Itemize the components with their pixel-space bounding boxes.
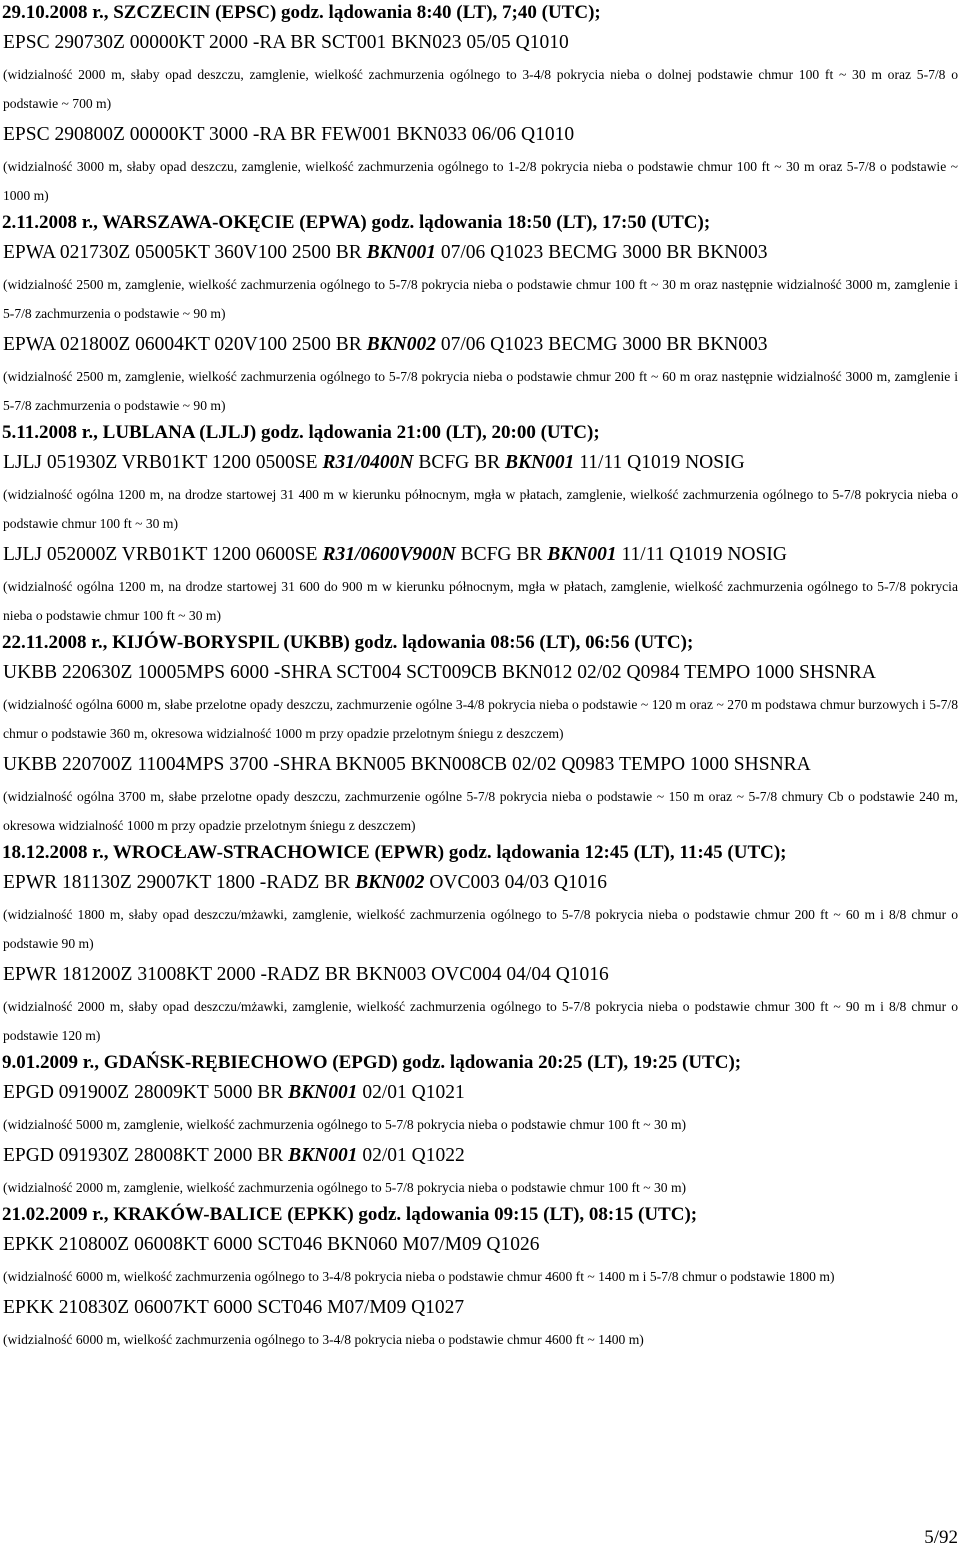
metar-text: OVC003 04/03 Q1016 (424, 872, 607, 893)
metar-text: 02/01 Q1021 (357, 1082, 465, 1103)
metar-text: EPKK 210830Z 06007KT 6000 SCT046 M07/M09 Q1027 (3, 1297, 465, 1318)
metar-description: (widzialność 3000 m, słaby opad deszczu, zamglenie, wielkość zachmurzenia ogólnego to 1-2/8 pokrycia nieba o podstawie chmur 100 ft ~ 30 m oraz 5-7/8 o podstawie ~ 1000 m) (3, 159, 958, 203)
metar-text: EPSC 290800Z 00000KT 3000 -RA BR FEW001 BKN033 06/06 Q1010 (3, 124, 575, 145)
metar-text: EPWR 181130Z 29007KT 1800 -RADZ BR (3, 872, 356, 893)
metar-description: (widzialność 1800 m, słaby opad deszczu/mżawki, zamglenie, wielkość zachmurzenia ogólnego to 5-7/8 pokrycia nieba o podstawie chmur 200 ft ~ 60 m i 8/8 chmur o podstawie 90 m) (3, 907, 958, 951)
metar-text: 11/11 Q1019 NOSIG (574, 452, 745, 473)
metar-highlight: BKN001 (288, 1082, 358, 1103)
metar-report (0, 1291, 960, 1325)
metar-text: LJLJ 051930Z VRB01KT 1200 0500SE (3, 452, 323, 473)
metar-report (0, 446, 960, 480)
metar-highlight: BKN001 (288, 1145, 358, 1166)
metar-text: BCFG BR (455, 544, 548, 565)
metar-description: (widzialność 2000 m, słaby opad deszczu, zamglenie, wielkość zachmurzenia ogólnego to 3-4/8 pokrycia nieba o dolnej podstawie chmur 100 ft ~ 30 m oraz 5-7/8 o podstawie ~ 700 m) (3, 67, 958, 111)
section-heading: 21.02.2009 r., KRAKÓW-BALICE (EPKK) godz. lądowania 09:15 (LT), 08:15 (UTC); (2, 1204, 698, 1225)
metar-description: (widzialność 2500 m, zamglenie, wielkość zachmurzenia ogólnego to 5-7/8 pokrycia nieba o podstawie chmur 100 ft ~ 30 m oraz następnie widzialność 3000 m, zamglenie i 5-7/8 zachmurzenia o podstawie ~ 90 m) (3, 277, 958, 321)
metar-text: BCFG BR (413, 452, 506, 473)
metar-text: EPKK 210800Z 06008KT 6000 SCT046 BKN060 M07/M09 Q1026 (3, 1234, 540, 1255)
metar-text: 07/06 Q1023 BECMG 3000 BR BKN003 (436, 334, 768, 355)
landing-section (0, 0, 960, 210)
metar-highlight: BKN001 (547, 544, 617, 565)
landing-section (0, 630, 960, 840)
metar-text: 02/01 Q1022 (357, 1145, 465, 1166)
section-heading: 29.10.2008 r., SZCZECIN (EPSC) godz. lądowania 8:40 (LT), 7;40 (UTC); (2, 2, 601, 23)
metar-report (0, 26, 960, 60)
metar-text: LJLJ 052000Z VRB01KT 1200 0600SE (3, 544, 323, 565)
metar-text: EPWA 021800Z 06004KT 020V100 2500 BR (3, 334, 367, 355)
landing-section (0, 420, 960, 630)
metar-report (0, 866, 960, 900)
metar-description: (widzialność ogólna 6000 m, słabe przelotne opady deszczu, zachmurzenie ogólne 3-4/8 pokrycia nieba o podstawie ~ 120 m oraz ~ 270 m podstawa chmur burzowych i 5-7/8 chmur o podstawie 360 m, okresowa widzialność 1000 m przy opadzie przelotnym śniegu z deszczem) (3, 697, 958, 741)
metar-report (0, 118, 960, 152)
metar-highlight: BKN002 (366, 334, 437, 355)
metar-text: 11/11 Q1019 NOSIG (616, 544, 787, 565)
metar-text: EPWR 181200Z 31008KT 2000 -RADZ BR BKN003 OVC004 04/04 Q1016 (3, 964, 609, 985)
metar-report (0, 538, 960, 572)
metar-text: EPWA 021730Z 05005KT 360V100 2500 BR (3, 242, 367, 263)
metar-description: (widzialność 6000 m, wielkość zachmurzenia ogólnego to 3-4/8 pokrycia nieba o podstawie chmur 4600 ft ~ 1400 m i 5-7/8 chmur o podstawie 1800 m) (3, 1269, 835, 1284)
metar-highlight: BKN001 (366, 242, 437, 263)
metar-report (0, 748, 960, 782)
metar-highlight: R31/0600V900N (322, 544, 456, 565)
landing-section (0, 1050, 960, 1202)
metar-text: 07/06 Q1023 BECMG 3000 BR BKN003 (436, 242, 768, 263)
metar-report (0, 1228, 960, 1262)
metar-description: (widzialność ogólna 1200 m, na drodze startowej 31 600 do 900 m w kierunku północnym, mgła w płatach, zamglenie, wielkość zachmurzenia ogólnego to 5-7/8 pokrycia nieba o podstawie chmur 100 ft ~ 30 m) (3, 579, 958, 623)
metar-text: EPGD 091900Z 28009KT 5000 BR (3, 1082, 289, 1103)
section-heading: 18.12.2008 r., WROCŁAW-STRACHOWICE (EPWR) godz. lądowania 12:45 (LT), 11:45 (UTC); (2, 842, 787, 863)
metar-text: EPSC 290730Z 00000KT 2000 -RA BR SCT001 BKN023 05/05 Q1010 (3, 32, 569, 53)
metar-description: (widzialność 2500 m, zamglenie, wielkość zachmurzenia ogólnego to 5-7/8 pokrycia nieba o podstawie chmur 200 ft ~ 60 m oraz następnie widzialność 3000 m, zamglenie i 5-7/8 zachmurzenia o podstawie ~ 90 m) (3, 369, 958, 413)
metar-text: EPGD 091930Z 28008KT 2000 BR (3, 1145, 289, 1166)
metar-report (0, 958, 960, 992)
landing-section (0, 840, 960, 1050)
metar-description: (widzialność ogólna 1200 m, na drodze startowej 31 400 m w kierunku północnym, mgła w płatach, zamglenie, wielkość zachmurzenia ogólnego to 5-7/8 pokrycia nieba o podstawie chmur 100 ft ~ 30 m) (3, 487, 958, 531)
section-heading: 2.11.2008 r., WARSZAWA-OKĘCIE (EPWA) godz. lądowania 18:50 (LT), 17:50 (UTC); (2, 212, 711, 233)
page-number: 5/92 (924, 1527, 958, 1548)
metar-text: UKBB 220630Z 10005MPS 6000 -SHRA SCT004 SCT009CB BKN012 02/02 Q0984 TEMPO 1000 SHSNRA (3, 662, 876, 683)
metar-report (0, 328, 960, 362)
metar-description: (widzialność 6000 m, wielkość zachmurzenia ogólnego to 3-4/8 pokrycia nieba o podstawie chmur 4600 ft ~ 1400 m) (3, 1332, 644, 1347)
metar-text: UKBB 220700Z 11004MPS 3700 -SHRA BKN005 BKN008CB 02/02 Q0983 TEMPO 1000 SHSNRA (3, 754, 811, 775)
metar-description: (widzialność 2000 m, zamglenie, wielkość zachmurzenia ogólnego to 5-7/8 pokrycia nieba o podstawie chmur 100 ft ~ 30 m) (3, 1180, 687, 1195)
section-heading: 9.01.2009 r., GDAŃSK-RĘBIECHOWO (EPGD) godz. lądowania 20:25 (LT), 19:25 (UTC); (2, 1052, 742, 1073)
metar-report (0, 1076, 960, 1110)
metar-description: (widzialność ogólna 3700 m, słabe przelotne opady deszczu, zachmurzenie ogólne 5-7/8 pokrycia nieba o podstawie ~ 150 m oraz ~ 5-7/8 chmury Cb o podstawie 240 m, okresowa widzialność 1000 m przy opadzie przelotnym śniegu z deszczem) (3, 789, 958, 833)
metar-report (0, 1139, 960, 1173)
metar-highlight: BKN002 (355, 872, 425, 893)
metar-highlight: BKN001 (505, 452, 575, 473)
metar-description: (widzialność 5000 m, zamglenie, wielkość zachmurzenia ogólnego to 5-7/8 pokrycia nieba o podstawie chmur 100 ft ~ 30 m) (3, 1117, 687, 1132)
section-heading: 22.11.2008 r., KIJÓW-BORYSPIL (UKBB) godz. lądowania 08:56 (LT), 06:56 (UTC); (2, 632, 694, 653)
landing-section (0, 1202, 960, 1354)
metar-description: (widzialność 2000 m, słaby opad deszczu/mżawki, zamglenie, wielkość zachmurzenia ogólnego to 5-7/8 pokrycia nieba o podstawie chmur 300 ft ~ 90 m i 8/8 chmur o podstawie 120 m) (3, 999, 958, 1043)
metar-report (0, 656, 960, 690)
section-heading: 5.11.2008 r., LUBLANA (LJLJ) godz. lądowania 21:00 (LT), 20:00 (UTC); (2, 422, 600, 443)
metar-report (0, 236, 960, 270)
metar-highlight: R31/0400N (322, 452, 414, 473)
landing-section (0, 210, 960, 420)
